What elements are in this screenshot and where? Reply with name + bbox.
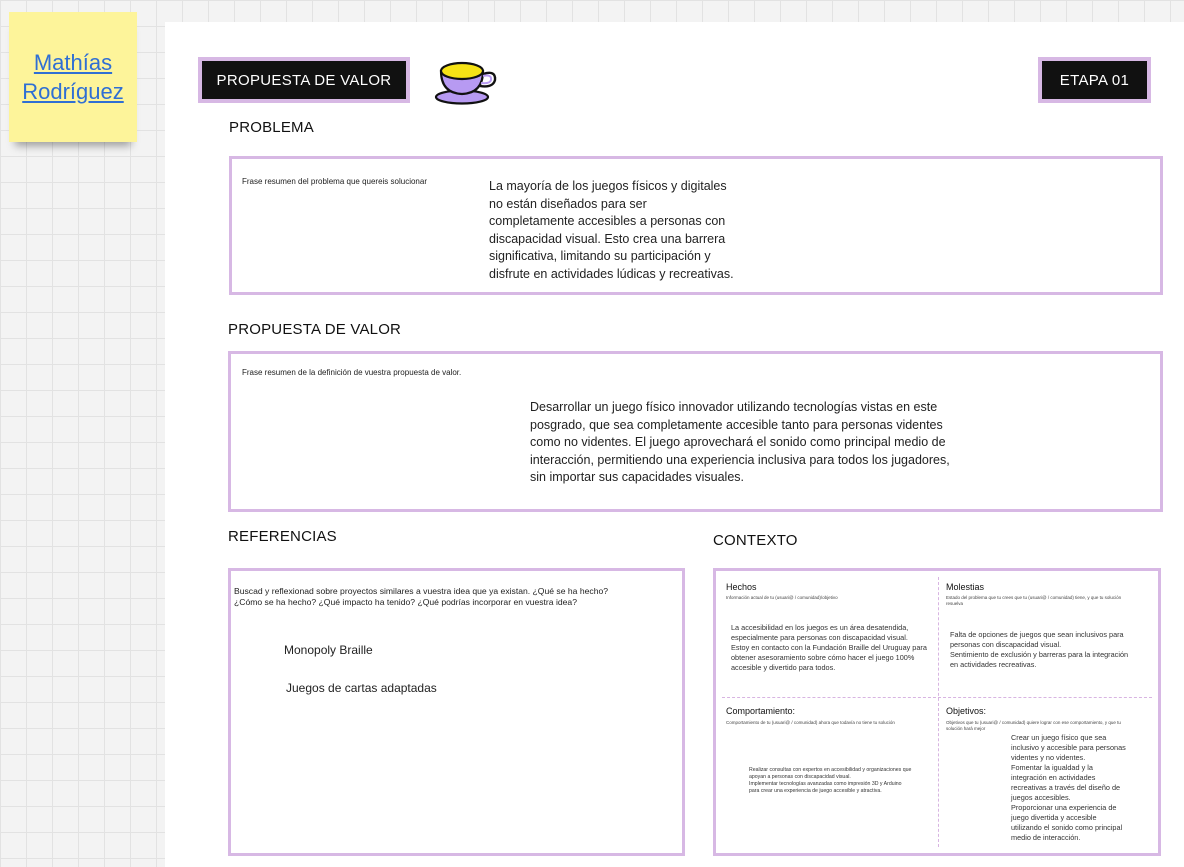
sticky-note[interactable] (9, 12, 137, 142)
problema-line: no están diseñados para ser (489, 196, 647, 211)
propuesta-line: posgrado, que sea completamente accesible tanto para personas videntes (530, 417, 943, 432)
problema-line: completamente accesibles a personas con (489, 214, 726, 228)
molestias-line: personas con discapacidad visual. (950, 640, 1062, 649)
comportamiento-sub: Comportamiento de tu (usuari@ / comunidad) ahora que todavía no tiene tu solución (726, 720, 895, 725)
author-last-name: Rodríguez (22, 79, 124, 104)
stage-tag (1038, 57, 1151, 103)
teacup-icon (433, 58, 499, 106)
objetivos-line: juego divertida y accesible (1011, 813, 1097, 822)
problema-line: discapacidad visual. Esto crea una barrera (489, 231, 726, 246)
objetivos-line: integración en actividades (1011, 773, 1096, 782)
molestias-sub (946, 595, 1156, 607)
objetivos-line: Fomentar la igualdad y la (1011, 763, 1093, 772)
comportamiento-line: apoyan a personas con discapacidad visual. (749, 774, 851, 780)
contexto-title: CONTEXTO (713, 532, 798, 549)
molestias-line: Sentimiento de exclusión y barreras para la integración (950, 650, 1129, 659)
reference-item: Monopoly Braille (284, 643, 373, 657)
molestias-text (950, 630, 1160, 670)
context-horizontal-divider (722, 697, 1152, 698)
problema-line: significativa, limitando su participación y (489, 249, 711, 263)
referencias-panel[interactable] (228, 568, 685, 856)
problema-panel[interactable] (229, 156, 1163, 295)
referencias-hint-line: ¿Cómo se ha hecho? ¿Qué impacto ha tenido? ¿Qué podrías incorporar en vuestra idea? (234, 597, 577, 607)
propuesta-panel[interactable] (228, 351, 1163, 512)
author-first-name: Mathías (33, 50, 113, 75)
board-canvas (165, 22, 1184, 867)
objetivos-text (1011, 733, 1156, 843)
referencias-title: REFERENCIAS (228, 528, 337, 545)
problema-line: disfrute en actividades lúdicas y recreativas. (489, 266, 734, 281)
molestias-sub-line: Estado del problema que tu crees que tu (usuari@ / comunidad) tiene, y que tu solución (946, 595, 1122, 600)
propuesta-title: PROPUESTA DE VALOR (228, 321, 402, 338)
hechos-text (731, 623, 936, 673)
objetivos-line: recreativas a través del diseño de (1011, 783, 1121, 792)
molestias-sub-line: resuelva (946, 601, 964, 606)
reference-item: Juegos de cartas adaptadas (286, 681, 437, 695)
contexto-panel[interactable] (713, 568, 1161, 856)
comportamiento-text (749, 767, 934, 795)
objetivos-line: Crear un juego físico que sea (1011, 733, 1107, 742)
objetivos-sub-line: solución hará mejor (946, 726, 986, 731)
molestias-line: en actividades recreativas. (950, 660, 1037, 669)
hechos-line: obtener asesoramiento sobre cómo hacer el juego 100% (731, 653, 915, 662)
propuesta-line: Desarrollar un juego físico innovador utilizando tecnologías vistas en este (530, 400, 938, 414)
hechos-sub: Información actual de tu (usuari@ / comunidad)/objetivo (726, 595, 838, 600)
comportamiento-line: Implementar tecnologías avanzadas como impresión 3D y Arduino (749, 781, 902, 787)
title-tag (198, 57, 410, 103)
molestias-title: Molestias (946, 582, 985, 592)
objetivos-line: Proporcionar una experiencia de (1011, 803, 1117, 812)
problema-hint: Frase resumen del problema que quereis solucionar (242, 177, 427, 186)
context-vertical-divider (938, 577, 939, 847)
hechos-title: Hechos (726, 582, 757, 592)
title-tag-label: PROPUESTA DE VALOR (216, 71, 392, 89)
objetivos-line: utilizando el sonido como principal (1011, 823, 1123, 832)
objetivos-sub (946, 720, 1156, 732)
objetivos-sub-line: Objetivos que tu (usuari@ / comunidad) quiere lograr con ese comportamiento, y que tu (946, 720, 1121, 725)
objetivos-line: juegos accesibles. (1011, 793, 1071, 802)
stage-tag-label: ETAPA 01 (1059, 71, 1130, 89)
propuesta-line: interacción, permitiendo una experiencia inclusiva para todos los jugadores, (530, 452, 950, 467)
propuesta-line: como no videntes. El juego aprovechará el sonido como principal medio de (530, 435, 946, 449)
hechos-line: accesible y divertido para todos. (731, 663, 836, 672)
objetivos-line: inclusivo y accesible para personas (1011, 743, 1126, 752)
referencias-hint (234, 586, 608, 608)
objetivos-line: videntes y no videntes. (1011, 753, 1086, 762)
molestias-line: Falta de opciones de juegos que sean inclusivos para (950, 630, 1124, 639)
comportamiento-line: para crear una experiencia de juego accesible y atractiva. (749, 788, 882, 794)
comportamiento-title: Comportamiento: (726, 706, 796, 716)
hechos-line: Estoy en contacto con la Fundación Braille del Uruguay para (731, 643, 927, 652)
problema-line: La mayoría de los juegos físicos y digitales (489, 179, 727, 193)
propuesta-text (530, 399, 970, 487)
problema-text (489, 178, 789, 283)
objetivos-title: Objetivos: (946, 706, 987, 716)
problema-title: PROBLEMA (229, 119, 314, 136)
hechos-line: La accesibilidad en los juegos es un área desatendida, (731, 623, 909, 632)
objetivos-line: medio de interacción. (1011, 833, 1081, 842)
referencias-hint-line: Buscad y reflexionad sobre proyectos similares a vuestra idea que ya existan. ¿Qué se ha hecho? (234, 586, 609, 596)
propuesta-line: sin importar sus capacidades visuales. (530, 470, 744, 484)
propuesta-hint: Frase resumen de la definición de vuestra propuesta de valor. (242, 368, 462, 377)
author-link[interactable] (22, 48, 124, 106)
comportamiento-line: Realizar consultas con expertos en accesibilidad y organizaciones que (749, 767, 912, 773)
hechos-line: especialmente para personas con discapacidad visual. (731, 633, 908, 642)
